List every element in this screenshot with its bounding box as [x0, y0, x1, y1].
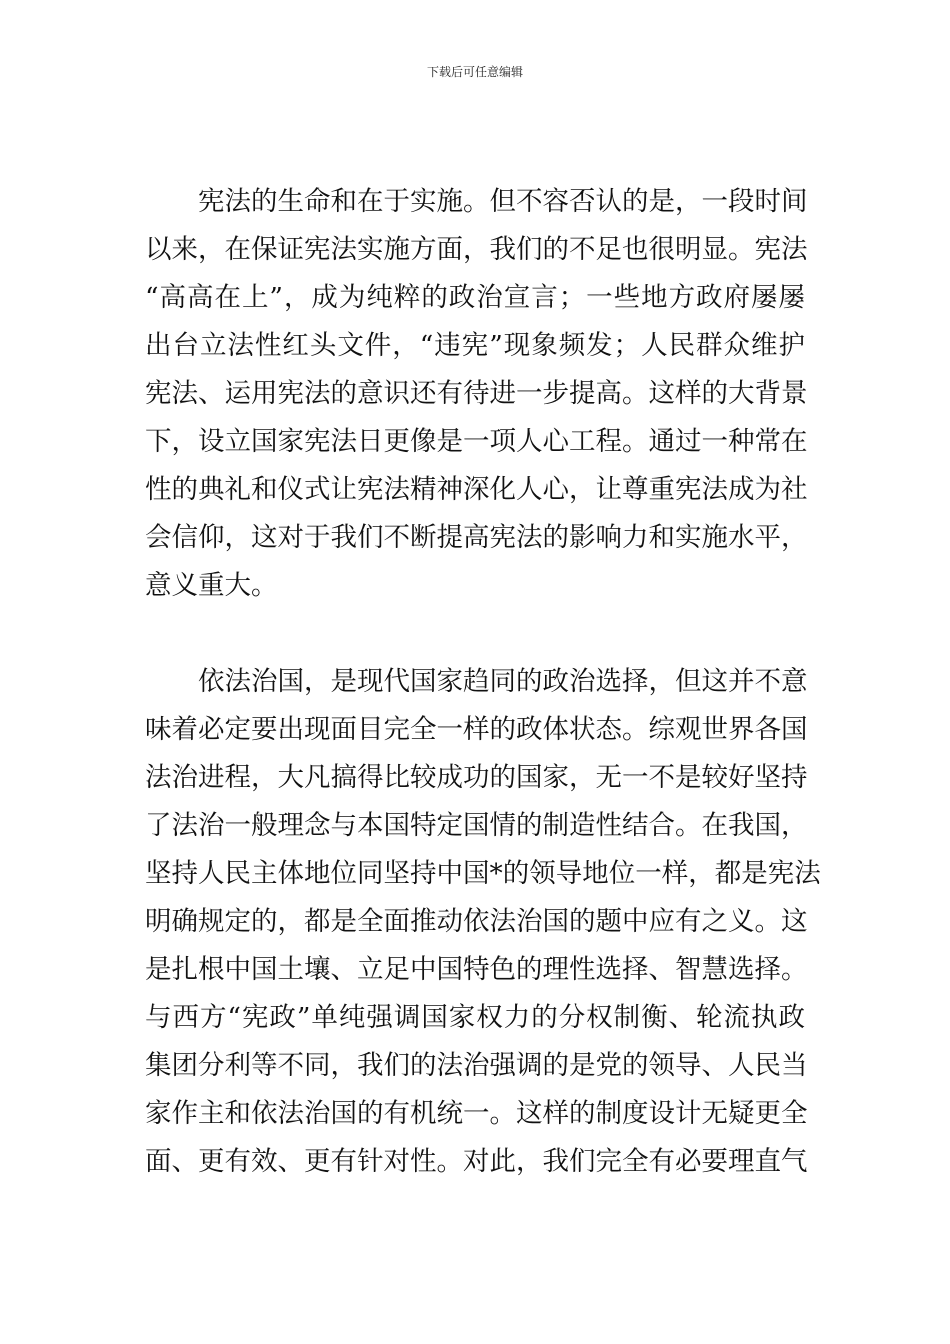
- text-line: 出台立法性红头文件，“违宪”现象频发；人民群众维护: [145, 330, 805, 361]
- text-line: 明确规定的，都是全面推动依法治国的题中应有之义。这: [145, 906, 808, 937]
- text-line: 意义重大。: [145, 570, 278, 601]
- text-line: 与西方“宪政”单纯强调国家权力的分权制衡、轮流执政: [145, 1002, 805, 1033]
- text-line: 会信仰，这对于我们不断提高宪法的影响力和实施水平，: [145, 522, 808, 553]
- text-line: 坚持人民主体地位同坚持中国*的领导地位一样，都是宪法: [145, 858, 821, 889]
- text-line: 家作主和依法治国的有机统一。这样的制度设计无疑更全: [145, 1098, 808, 1129]
- text-line: 下，设立国家宪法日更像是一项人心工程。通过一种常在: [145, 426, 808, 457]
- text-line: 味着必定要出现面目完全一样的政体状态。综观世界各国: [145, 714, 808, 745]
- text-line: 性的典礼和仪式让宪法精神深化人心，让尊重宪法成为社: [145, 474, 808, 505]
- page-header: 下载后可任意编辑: [426, 65, 523, 79]
- paragraph-1: [145, 178, 808, 610]
- text-line: 依法治国，是现代国家趋同的政治选择，但这并不意: [198, 666, 808, 697]
- text-line: 以来，在保证宪法实施方面，我们的不足也很明显。宪法: [145, 234, 808, 265]
- text-line: “高高在上”，成为纯粹的政治宣言；一些地方政府屡屡: [145, 282, 805, 313]
- text-line: 宪法、运用宪法的意识还有待进一步提高。这样的大背景: [145, 378, 808, 409]
- paragraph-2: [145, 658, 821, 1186]
- text-line: 了法治一般理念与本国特定国情的制造性结合。在我国，: [145, 810, 808, 841]
- text-line: 集团分利等不同，我们的法治强调的是党的领导、人民当: [145, 1050, 808, 1081]
- document-body: [145, 178, 821, 1186]
- text-line: 宪法的生命和在于实施。但不容否认的是，一段时间: [198, 186, 808, 217]
- text-line: 法治进程，大凡搞得比较成功的国家，无一不是较好坚持: [145, 762, 808, 793]
- paragraph-gap: [145, 610, 805, 658]
- text-line: 是扎根中国土壤、立足中国特色的理性选择、智慧选择。: [145, 954, 808, 985]
- text-line: 面、更有效、更有针对性。对此，我们完全有必要理直气: [145, 1146, 808, 1177]
